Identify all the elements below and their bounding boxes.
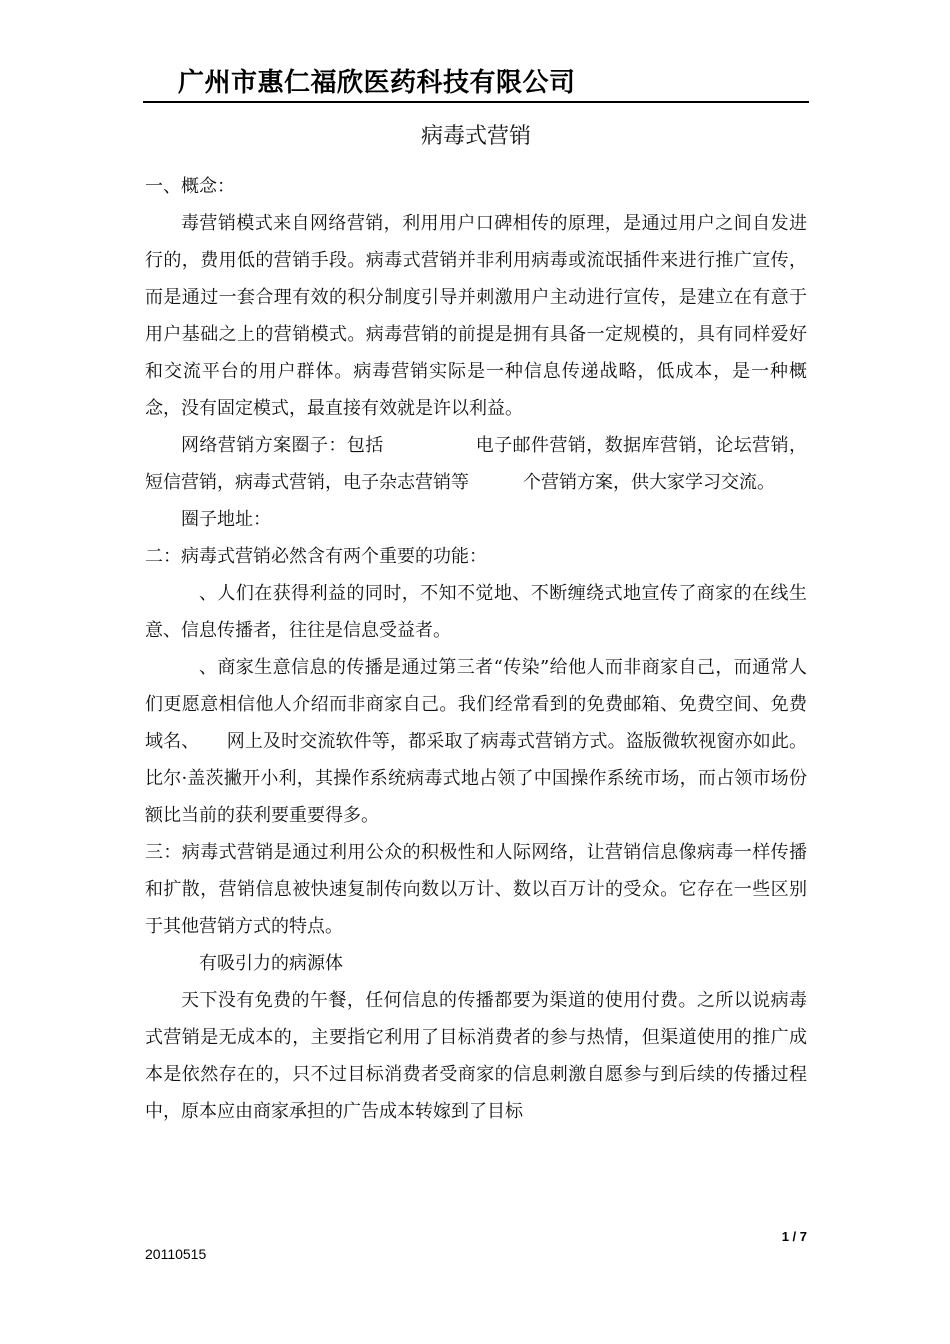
header-divider: [143, 101, 809, 103]
document-title: 病毒式营销: [420, 124, 531, 149]
paragraph: 毒营销模式来自网络营销，利用用户口碑相传的原理，是通过用户之间自发进行的，费用低的营销手段。病毒式营销并非利用病毒或流氓插件来进行推广宣传，而是通过一套合理有效的积分制度引导并刺激用户主动进行宣传，是建立在有意于用户基础之上的营销模式。病毒营销的前提是拥有具备一定规模的，具有同样爱好和交流平台的用户群体。病毒营销实际是一种信息传递战略，低成本，是一种概念，没有固定模式，最直接有效就是许以利益。: [145, 213, 807, 419]
section-heading-features: 三：病毒式营销是通过利用公众的积极性和人际网络，让营销信息像病毒一样传播和扩散，营销信息被快速复制传向数以万计、数以百万计的受众。它存在一些区别于其他营销方式的特点。: [145, 842, 807, 937]
subheading: 有吸引力的病源体: [199, 953, 343, 974]
section-heading-concept: 一、概念：: [145, 176, 235, 197]
footer-date: 20110515: [145, 1246, 207, 1262]
paragraph: 天下没有免费的午餐，任何信息的传播都要为渠道的使用付费。之所以说病毒式营销是无成本的，主要指它利用了目标消费者的参与热情，但渠道使用的推广成本是依然存在的，只不过目标消费者受商家的信息刺激自愿参与到后续的传播过程中，原本应由商家承担的广告成本转嫁到了目标: [145, 990, 807, 1122]
company-header: 广州市惠仁福欣医药科技有限公司: [178, 68, 576, 98]
section-heading-functions: 二：病毒式营销必然含有两个重要的功能：: [145, 546, 487, 567]
list-item-text: 、人们在获得利益的同时，不知不觉地、不断缠绕式地宣传了商家的在线生意、信息传播者，往往是信息受益者。: [145, 583, 807, 641]
paragraph: 网络营销方案圈子：包括 电子邮件营销，数据库营销，论坛营销，短信营销，病毒式营销，电子杂志营销等 个营销方案，供大家学习交流。: [145, 435, 807, 493]
page-number: 1 / 7: [781, 1229, 807, 1244]
list-item: [145, 575, 807, 649]
list-item: [145, 649, 807, 834]
paragraph: 圈子地址：: [181, 509, 271, 530]
list-item-text: 、商家生意信息的传播是通过第三者“传染”给他人而非商家自己，而通常人们更愿意相信他人介绍而非商家自己。我们经常看到的免费邮箱、免费空间、免费域名、 网上及时交流软件等，都采取了病毒式营销方式。盗版微软视窗亦如此。比尔·盖茨撇开小利，其操作系统病毒式地占领了中国操作系统市场，而占领市场份额比当前的获利要重要得多。: [145, 657, 807, 826]
document-body: [145, 168, 807, 1130]
